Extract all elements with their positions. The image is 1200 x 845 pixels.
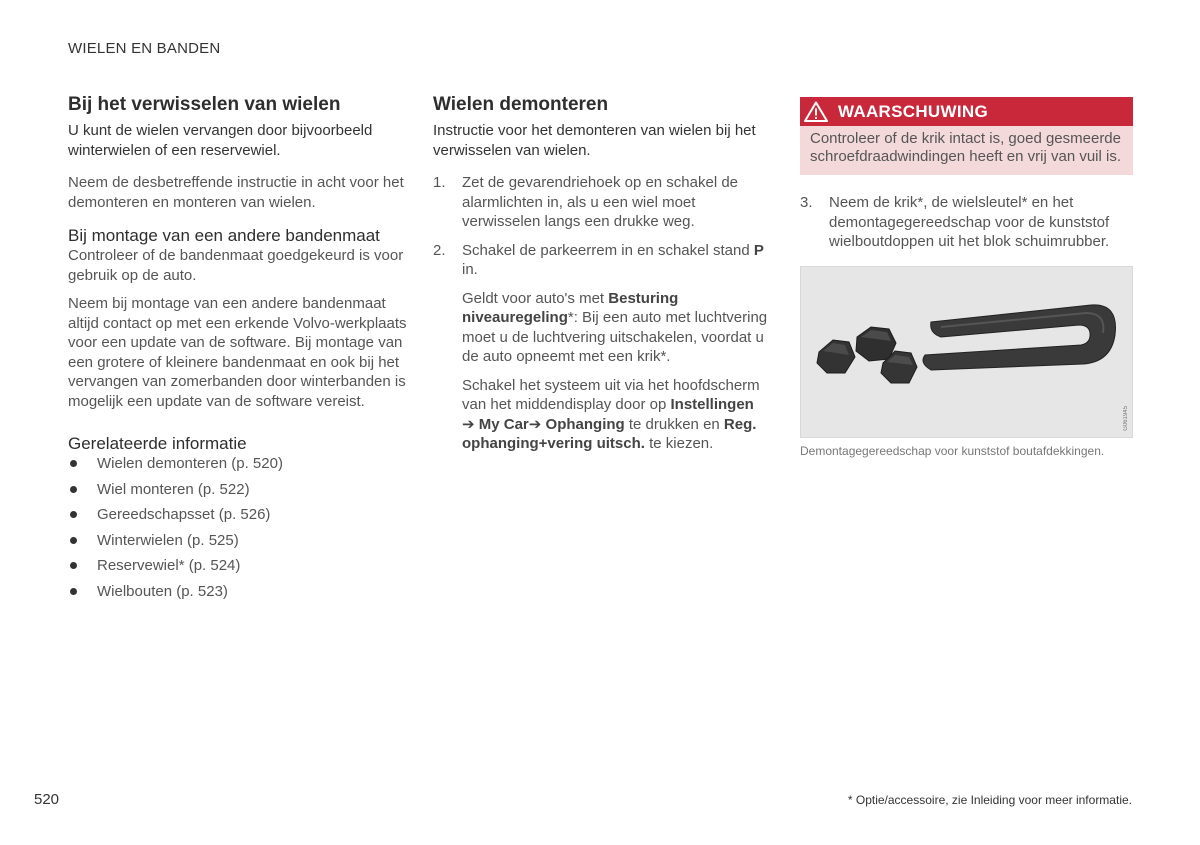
step-text: Schakel de parkeerrem in en schakel stand P in.	[462, 241, 764, 278]
warning-triangle-icon	[804, 101, 828, 122]
figure-caption: Demontagegereedschap voor kunststof boutafdekkingen.	[800, 443, 1105, 458]
paragraph: Neem bij montage van een andere bandenmaat altijd contact op met een erkende Volvo-werkplaats voor een update van de software. Bij montage van een grotere of kleinere bandenmaat en ook bij het vervangen van zomerbanden door winterbanden is mogelijk een update van de software vereist.	[68, 295, 407, 410]
column-remove-wheels	[433, 94, 773, 454]
related-link[interactable]: Wielbouten (p. 523)	[68, 582, 408, 602]
bullet-icon	[70, 511, 77, 518]
section-title: Bij het verwisselen van wielen	[68, 94, 341, 115]
paragraph: Neem de desbetreffende instructie in acht voor het demonteren en monteren van wielen.	[68, 174, 404, 211]
step-text: Zet de gevarendriehoek op en schakel de alarmlichten in, als u een wiel moet verwisselen langs een drukke weg.	[462, 174, 739, 230]
bullet-icon	[70, 562, 77, 569]
intro-text: U kunt de wielen vervangen door bijvoorbeeld winterwielen of een reservewiel.	[68, 122, 373, 159]
warning-header	[800, 97, 1133, 126]
note-menu-path: Schakel het systeem uit via het hoofdscherm van het middendisplay door op Instellingen ➔ My Car➔ Ophanging te drukken en Reg. ophanging+vering uitsch. te kiezen.	[462, 376, 760, 452]
arrow-right-icon: ➔	[462, 415, 475, 433]
paragraph: Controleer of de bandenmaat goedgekeurd is voor gebruik op de auto.	[68, 247, 404, 284]
column-wheel-changing	[68, 94, 408, 607]
related-link[interactable]: Gereedschapsset (p. 526)	[68, 505, 408, 525]
section-header: WIELEN EN BANDEN	[68, 40, 221, 57]
arrow-right-icon: ➔	[528, 415, 542, 433]
step-number: 3.	[800, 194, 813, 211]
related-info-list	[68, 454, 408, 601]
step-notes	[433, 289, 773, 454]
step-item	[800, 193, 1133, 252]
warning-body: Controleer of de krik intact is, goed gesmeerde schroefdraadwindingen heeft en vrij van vuil is.	[800, 126, 1133, 175]
warning-title: WAARSCHUWING	[838, 101, 988, 121]
footnote: * Optie/accessoire, zie Inleiding voor meer informatie.	[847, 793, 1132, 807]
tool-illustration	[800, 266, 1133, 438]
step-number: 2.	[433, 241, 446, 259]
intro-text: Instructie voor het demonteren van wielen bij het verwisselen van wielen.	[433, 122, 756, 159]
bullet-icon	[70, 588, 77, 595]
bullet-icon	[70, 460, 77, 467]
bullet-icon	[70, 537, 77, 544]
related-link[interactable]: Wiel monteren (p. 522)	[68, 480, 408, 500]
page-number: 520	[34, 791, 60, 808]
figure-id: G061945	[1123, 405, 1129, 431]
related-info-heading: Gerelateerde informatie	[68, 434, 247, 453]
note-air-suspension: Geldt voor auto's met Besturing niveauregeling*: Bij een auto met luchtvering moet u de luchtvering uitschakelen, voordat u de auto opneemt met een krik*.	[462, 289, 768, 365]
related-link[interactable]: Wielen demonteren (p. 520)	[68, 454, 408, 474]
step-number: 1.	[433, 174, 446, 191]
column-warning	[800, 97, 1133, 459]
section-title: Wielen demonteren	[433, 94, 609, 115]
step-item	[433, 173, 773, 232]
step-text: Neem de krik*, de wielsleutel* en het demontagegereedschap voor de kunststof wielboutdoppen uit het blok schuimrubber.	[829, 194, 1110, 250]
related-link[interactable]: Reservewiel* (p. 524)	[68, 556, 408, 576]
step-item	[433, 241, 773, 280]
steps-list	[433, 173, 773, 280]
bullet-icon	[70, 486, 77, 493]
removal-tool-image	[801, 267, 1132, 437]
subheading: Bij montage van een andere bandenmaat	[68, 226, 380, 245]
related-link[interactable]: Winterwielen (p. 525)	[68, 531, 408, 551]
